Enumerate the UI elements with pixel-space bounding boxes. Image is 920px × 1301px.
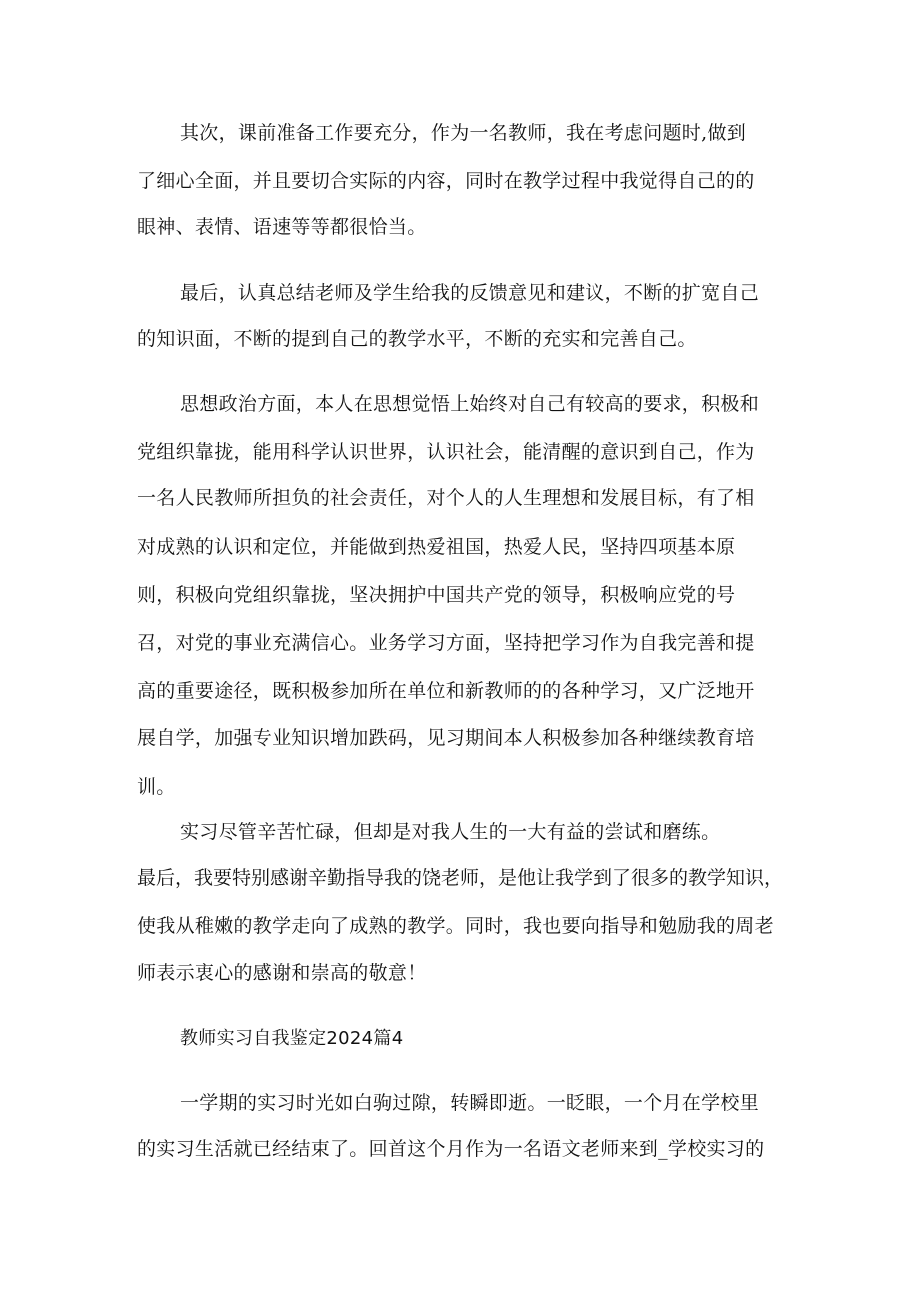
paragraph-line: 训。 (137, 776, 176, 798)
paragraph-line: 其次，课前准备工作要充分，作为一名教师，我在考虑问题时,做到 (180, 122, 747, 144)
paragraph-line: 使我从稚嫩的教学走向了成熟的教学。同时，我也要向指导和勉励我的周老 (137, 915, 774, 937)
paragraph-line: 眼神、表情、语速等等都很恰当。 (137, 216, 427, 238)
paragraph-line: 一学期的实习时光如白驹过隙，转瞬即逝。一眨眼，一个月在学校里 (180, 1092, 760, 1114)
paragraph-line: 了细心全面，并且要切合实际的内容，同时在教学过程中我觉得自己的的 (137, 170, 755, 192)
paragraph-line: 思想政治方面，本人在思想觉悟上始终对自己有较高的要求，积极和 (180, 393, 760, 415)
paragraph-line: 最后，我要特别感谢辛勤指导我的饶老师，是他让我学到了很多的教学知识， (137, 867, 784, 889)
paragraph-line: 师表示衷心的感谢和崇高的敬意！ (137, 962, 427, 984)
paragraph-line: 对成熟的认识和定位，并能做到热爱祖国，热爱人民，坚持四项基本原 (137, 536, 736, 558)
paragraph-line: 召，对党的事业充满信心。业务学习方面，坚持把学习作为自我完善和提 (137, 632, 755, 654)
paragraph-line: 展自学，加强专业知识增加跌码，见习期间本人积极参加各种继续教育培 (137, 727, 755, 749)
paragraph-line: 的实习生活就已经结束了。回首这个月作为一名语文老师来到_学校实习的 (137, 1138, 765, 1160)
paragraph-line: 一名人民教师所担负的社会责任，对个人的人生理想和发展目标，有了相 (137, 487, 755, 509)
paragraph-line: 的知识面，不断的提到自己的教学水平，不断的充实和完善自己。 (137, 328, 697, 350)
paragraph-line: 最后，认真总结老师及学生给我的反馈意见和建议，不断的扩宽自己 (180, 282, 760, 304)
section-heading: 教师实习自我鉴定2024篇4 (180, 1028, 404, 1049)
paragraph-line: 实习尽管辛苦忙碌，但却是对我人生的一大有益的尝试和磨练。 (180, 821, 721, 843)
paragraph-line: 党组织靠拢，能用科学认识世界，认识社会，能清醒的意识到自己，作为 (137, 441, 755, 463)
paragraph-line: 则，积极向党组织靠拢，坚决拥护中国共产党的领导，积极响应党的号 (137, 584, 736, 606)
paragraph-line: 高的重要途径，既积极参加所在单位和新教师的的各种学习，又广泛地开 (137, 680, 755, 702)
